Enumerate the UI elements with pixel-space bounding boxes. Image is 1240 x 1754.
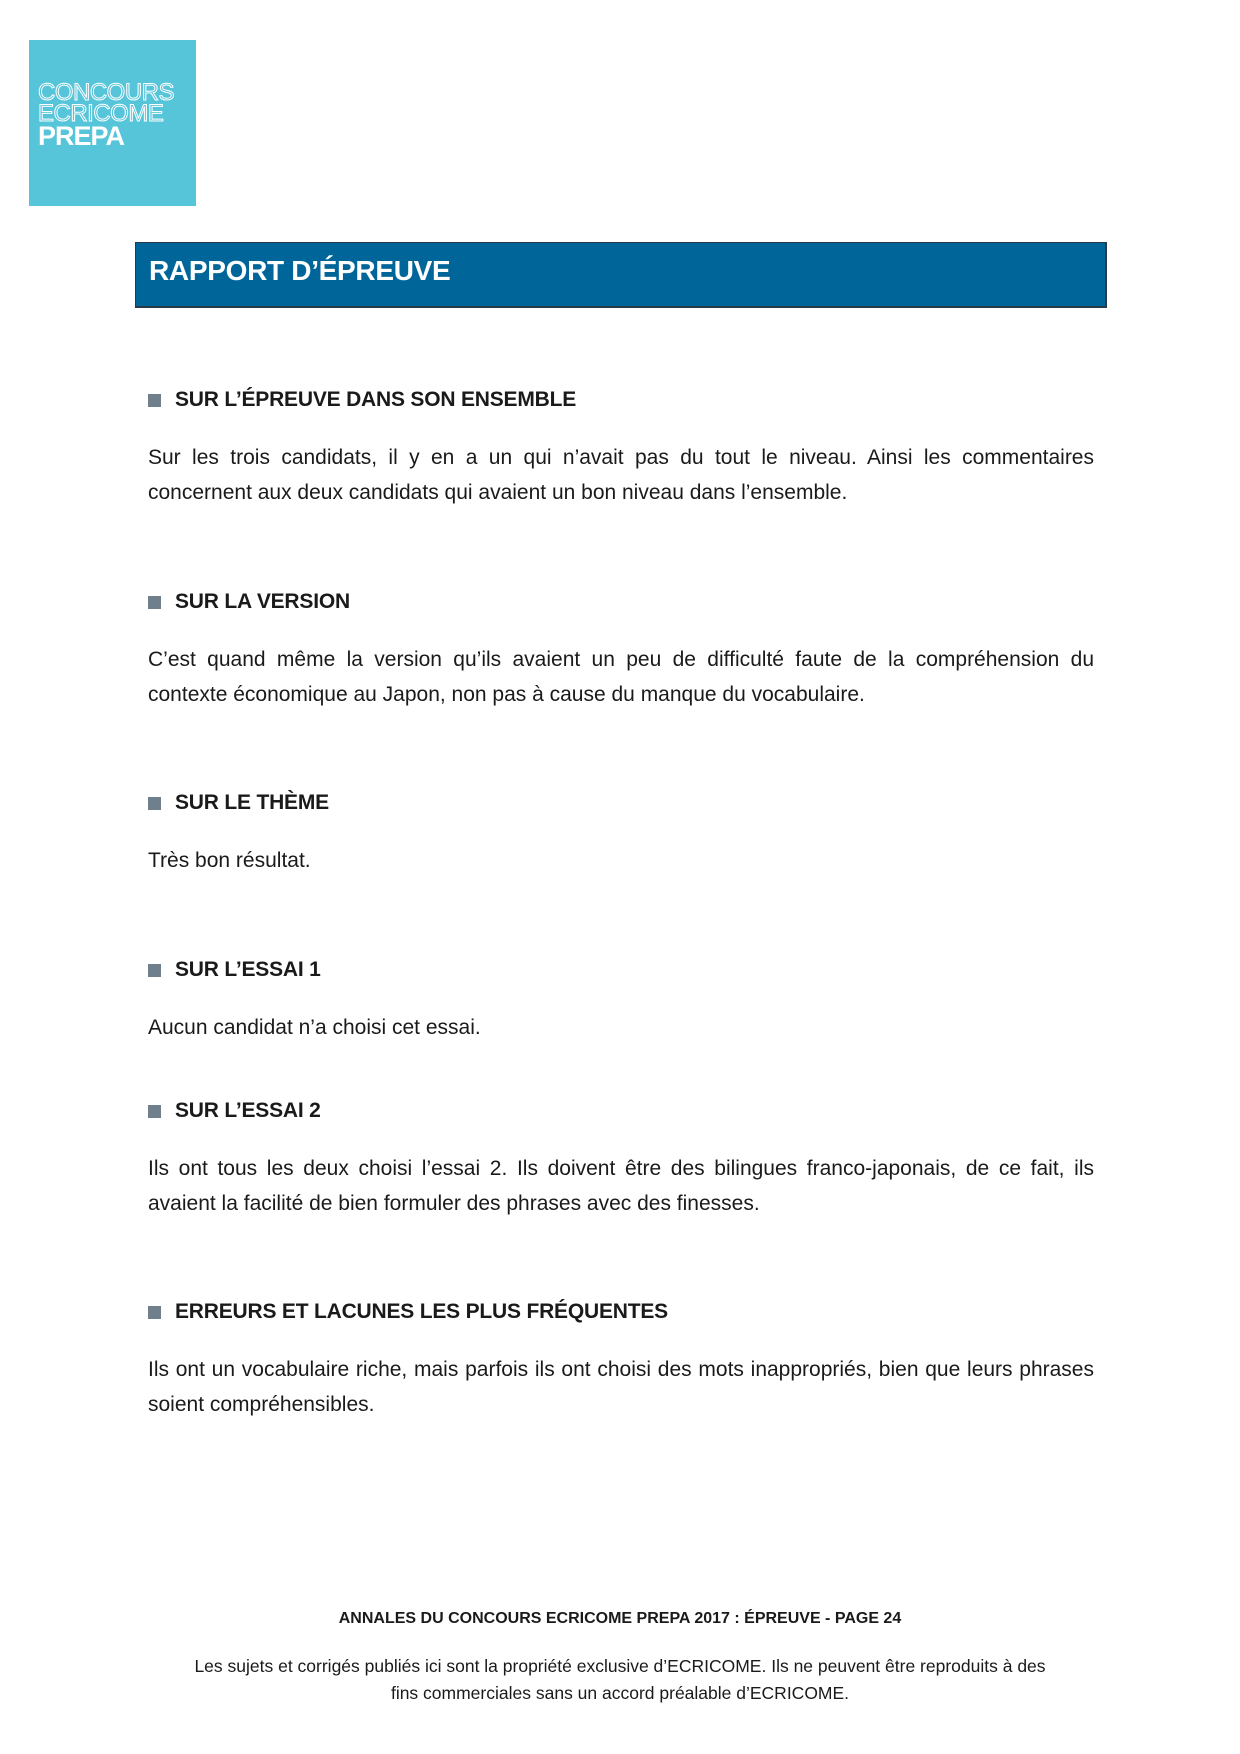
section-ensemble [148,388,1098,510]
logo-line-prepa: PREPA [38,121,125,151]
section-text: Ils ont un vocabulaire riche, mais parfois ils ont choisi des mots inappropriés, bien que leurs phrases soient compréhensibles. [148,1358,1094,1416]
section-theme [148,791,1098,878]
section-text: Aucun candidat n’a choisi cet essai. [148,1016,481,1039]
square-bullet-icon [148,1105,161,1118]
page-title: RAPPORT D’ÉPREUVE [149,255,451,286]
ecricome-logo [29,40,196,206]
logo-line-concours: CONCOURS [38,79,175,106]
section-heading: SUR LA VERSION [175,590,350,613]
square-bullet-icon [148,797,161,810]
section-heading: ERREURS ET LACUNES LES PLUS FRÉQUENTES [175,1300,668,1323]
square-bullet-icon [148,394,161,407]
page-footer [0,1610,1240,1707]
section-essai-2 [148,1099,1098,1221]
footer-page-label: ANNALES DU CONCOURS ECRICOME PREPA 2017 : ÉPREUVE - PAGE 24 [338,1610,902,1627]
square-bullet-icon [148,964,161,977]
section-text: C’est quand même la version qu’ils avaient un peu de difficulté faute de la compréhension du contexte économique au Japon, non pas à cause du manque du vocabulaire. [148,648,1094,706]
section-text: Ils ont tous les deux choisi l’essai 2. Ils doivent être des bilingues franco-japonais, de ce fait, ils avaient la facilité de bien formuler des phrases avec des finesses. [148,1157,1094,1215]
section-heading: SUR L’ESSAI 1 [175,958,321,981]
square-bullet-icon [148,1306,161,1319]
section-text: Sur les trois candidats, il y en a un qui n’avait pas du tout le niveau. Ainsi les commentaires concernent aux deux candidats qui avaient un bon niveau dans l’ensemble. [148,446,1094,504]
title-banner [135,242,1107,308]
footer-notice-line-1: Les sujets et corrigés publiés ici sont la propriété exclusive d’ECRICOME. Ils ne peuvent être reproduits à des [194,1656,1046,1676]
section-essai-1 [148,958,1098,1045]
section-version [148,590,1098,712]
section-heading: SUR L’ESSAI 2 [175,1099,321,1122]
section-text: Très bon résultat. [148,849,311,872]
square-bullet-icon [148,596,161,609]
section-erreurs [148,1300,1098,1422]
section-heading: SUR LE THÈME [175,791,329,814]
footer-notice-line-2: fins commerciales sans un accord préalable d’ECRICOME. [390,1683,850,1703]
logo-line-ecricome: ECRICOME [38,100,164,127]
section-heading: SUR L’ÉPREUVE DANS SON ENSEMBLE [175,388,577,411]
